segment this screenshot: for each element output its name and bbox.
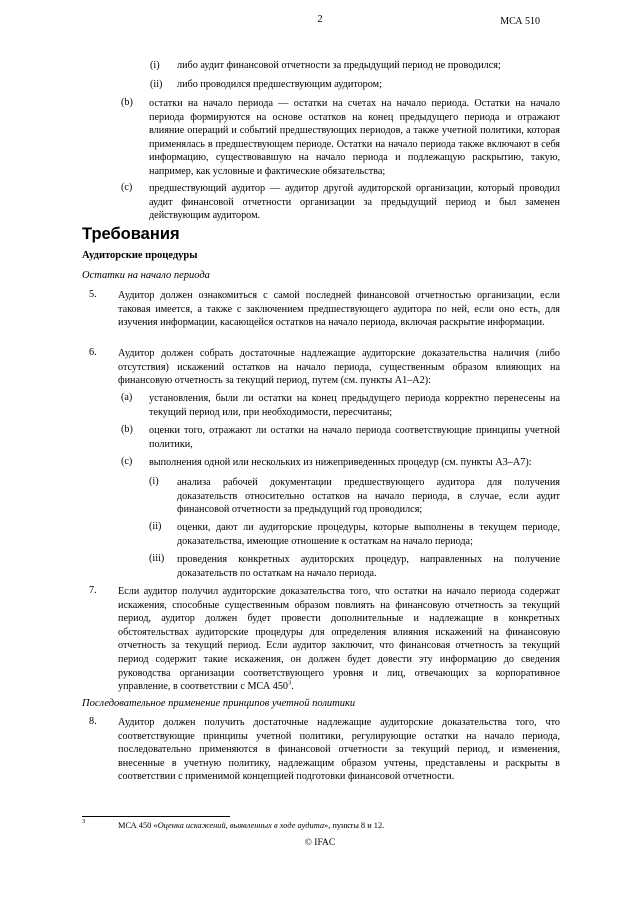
standard-code: МСА 510 <box>500 16 540 27</box>
paragraph-text: Аудитор должен получить достаточные надлежащие аудиторские доказательства того, что соответствующие принципы учетной политики, регулирующие остатки на начало периода, последовательно применяются в финансовой отчетности за текущий период, и изменения, внесенные в учетную политику, надлежащим образом учтены, представлены и раскрыты в соответствии с применимой концепцией подготовки финансовой отчетности. <box>118 717 560 783</box>
footnote-title: Оценка искажений, выявленных в ходе аудита <box>157 821 325 830</box>
definition-marker: (c) <box>121 182 133 193</box>
subitem-text: либо проводился предшествующим аудитором; <box>177 79 382 90</box>
definition-text: остатки на начало периода — остатки на счетах на начало периода. Остатки на начало периода формируются на основе остатков на конец предыдущего периода и отражают влияние операций и событий предшествующих периодов, а также учетной политики, которая применялась в предшествующем периоде. Остатки на начало периода также включают в себя информацию, существовавшую на начало периода и подлежащую раскрытию, такую, например, как условные и фактические обязательства; <box>149 98 560 177</box>
sublist-marker: (i) <box>149 476 159 487</box>
paragraph-text: Аудитор должен ознакомиться с самой последней финансовой отчетностью организации, если таковая имеется, а также с заключением предшествующего аудитора по ней, если оно есть, для изучения информации, касающейся остатков на начало периода, включая раскрытие информации. <box>118 290 560 329</box>
paragraph-text <box>118 585 560 694</box>
list-item-text: оценки того, отражают ли остатки на начало периода соответствующие принципы учетной политики, <box>149 425 560 450</box>
italic-subheading-consistency: Последовательное применение принципов учетной политики <box>82 698 356 709</box>
copyright: © IFAC <box>304 838 336 848</box>
footnote-text <box>118 821 558 830</box>
page-number: 2 <box>317 14 323 25</box>
sublist-marker: (ii) <box>149 521 162 532</box>
subitem-marker: (ii) <box>150 79 163 90</box>
paragraph-body: Если аудитор получил аудиторские доказательства того, что остатки на начало периода содержат искажения, способные существенным образом повлиять на финансовую отчетность за текущий период, аудитор должен будет провести дополнительные и надлежащие в конкретных обстоятельствах аудиторские процедуры для определения влияния искажений на финансовую отчетность за текущий период. Если аудитор заключит, что финансовая отчетность за текущий период содержит такие искажения, он должен будет довести эту информацию до сведения руководства организации соответствующего уровня и лиц, отвечающих за корпоративное управление, в соответствии с МСА 450 <box>118 586 560 693</box>
footnote-prefix: МСА 450 « <box>118 821 158 830</box>
list-marker: (b) <box>121 424 133 435</box>
sublist-item-text: проведения конкретных аудиторских процедур, направленных на получение доказательств по остаткам на начало периода. <box>177 554 560 579</box>
footnote-reference[interactable]: 3 <box>288 679 292 687</box>
subitem-marker: (i) <box>150 60 160 71</box>
footnote-marker: 3 <box>82 818 86 825</box>
subitem-text: либо аудит финансовой отчетности за предыдущий период не проводился; <box>177 60 501 71</box>
list-item-text: выполнения одной или нескольких из нижеприведенных процедур (см. пункты А3–А7): <box>149 457 532 468</box>
footnote-suffix: », пункты 8 и 12. <box>324 821 385 830</box>
list-marker: (a) <box>121 392 133 403</box>
list-item-text: установления, были ли остатки на конец предыдущего периода корректно перенесены на текущий период или, при необходимости, пересчитаны; <box>149 393 560 418</box>
list-marker: (c) <box>121 456 133 467</box>
sublist-marker: (iii) <box>149 553 165 564</box>
paragraph-number: 6. <box>89 347 97 358</box>
paragraph-number: 8. <box>89 716 97 727</box>
paragraph-number: 5. <box>89 289 97 300</box>
paragraph-text: Аудитор должен собрать достаточные надлежащие аудиторские доказательства наличия (либо отсутствия) искажений остатков на начало периода, существенным образом влияющих на финансовую отчетность за текущий период, путем (см. пункты А1–А2): <box>118 348 560 387</box>
definition-text: предшествующий аудитор — аудитор другой аудиторской организации, который проводил аудит финансовой отчетности организации за предыдущий период и был заменен действующим аудитором. <box>149 183 560 222</box>
italic-subheading-opening-balances: Остатки на начало периода <box>82 270 210 281</box>
subheading-audit-procedures: Аудиторские процедуры <box>82 250 198 261</box>
footnote-divider <box>82 816 230 817</box>
definition-marker: (b) <box>121 97 133 108</box>
sublist-item-text: анализа рабочей документации предшествующего аудитора для получения доказательств относительно остатков на начало периода, в случае, если аудит финансовой отчетности за предыдущий год проводился; <box>177 477 560 516</box>
paragraph-end: . <box>291 681 294 693</box>
section-heading: Требования <box>82 225 180 243</box>
paragraph-number: 7. <box>89 585 97 596</box>
sublist-item-text: оценки, дают ли аудиторские процедуры, которые выполнены в текущем периоде, доказательства, имеющие отношение к остаткам на начало периода; <box>177 522 560 547</box>
